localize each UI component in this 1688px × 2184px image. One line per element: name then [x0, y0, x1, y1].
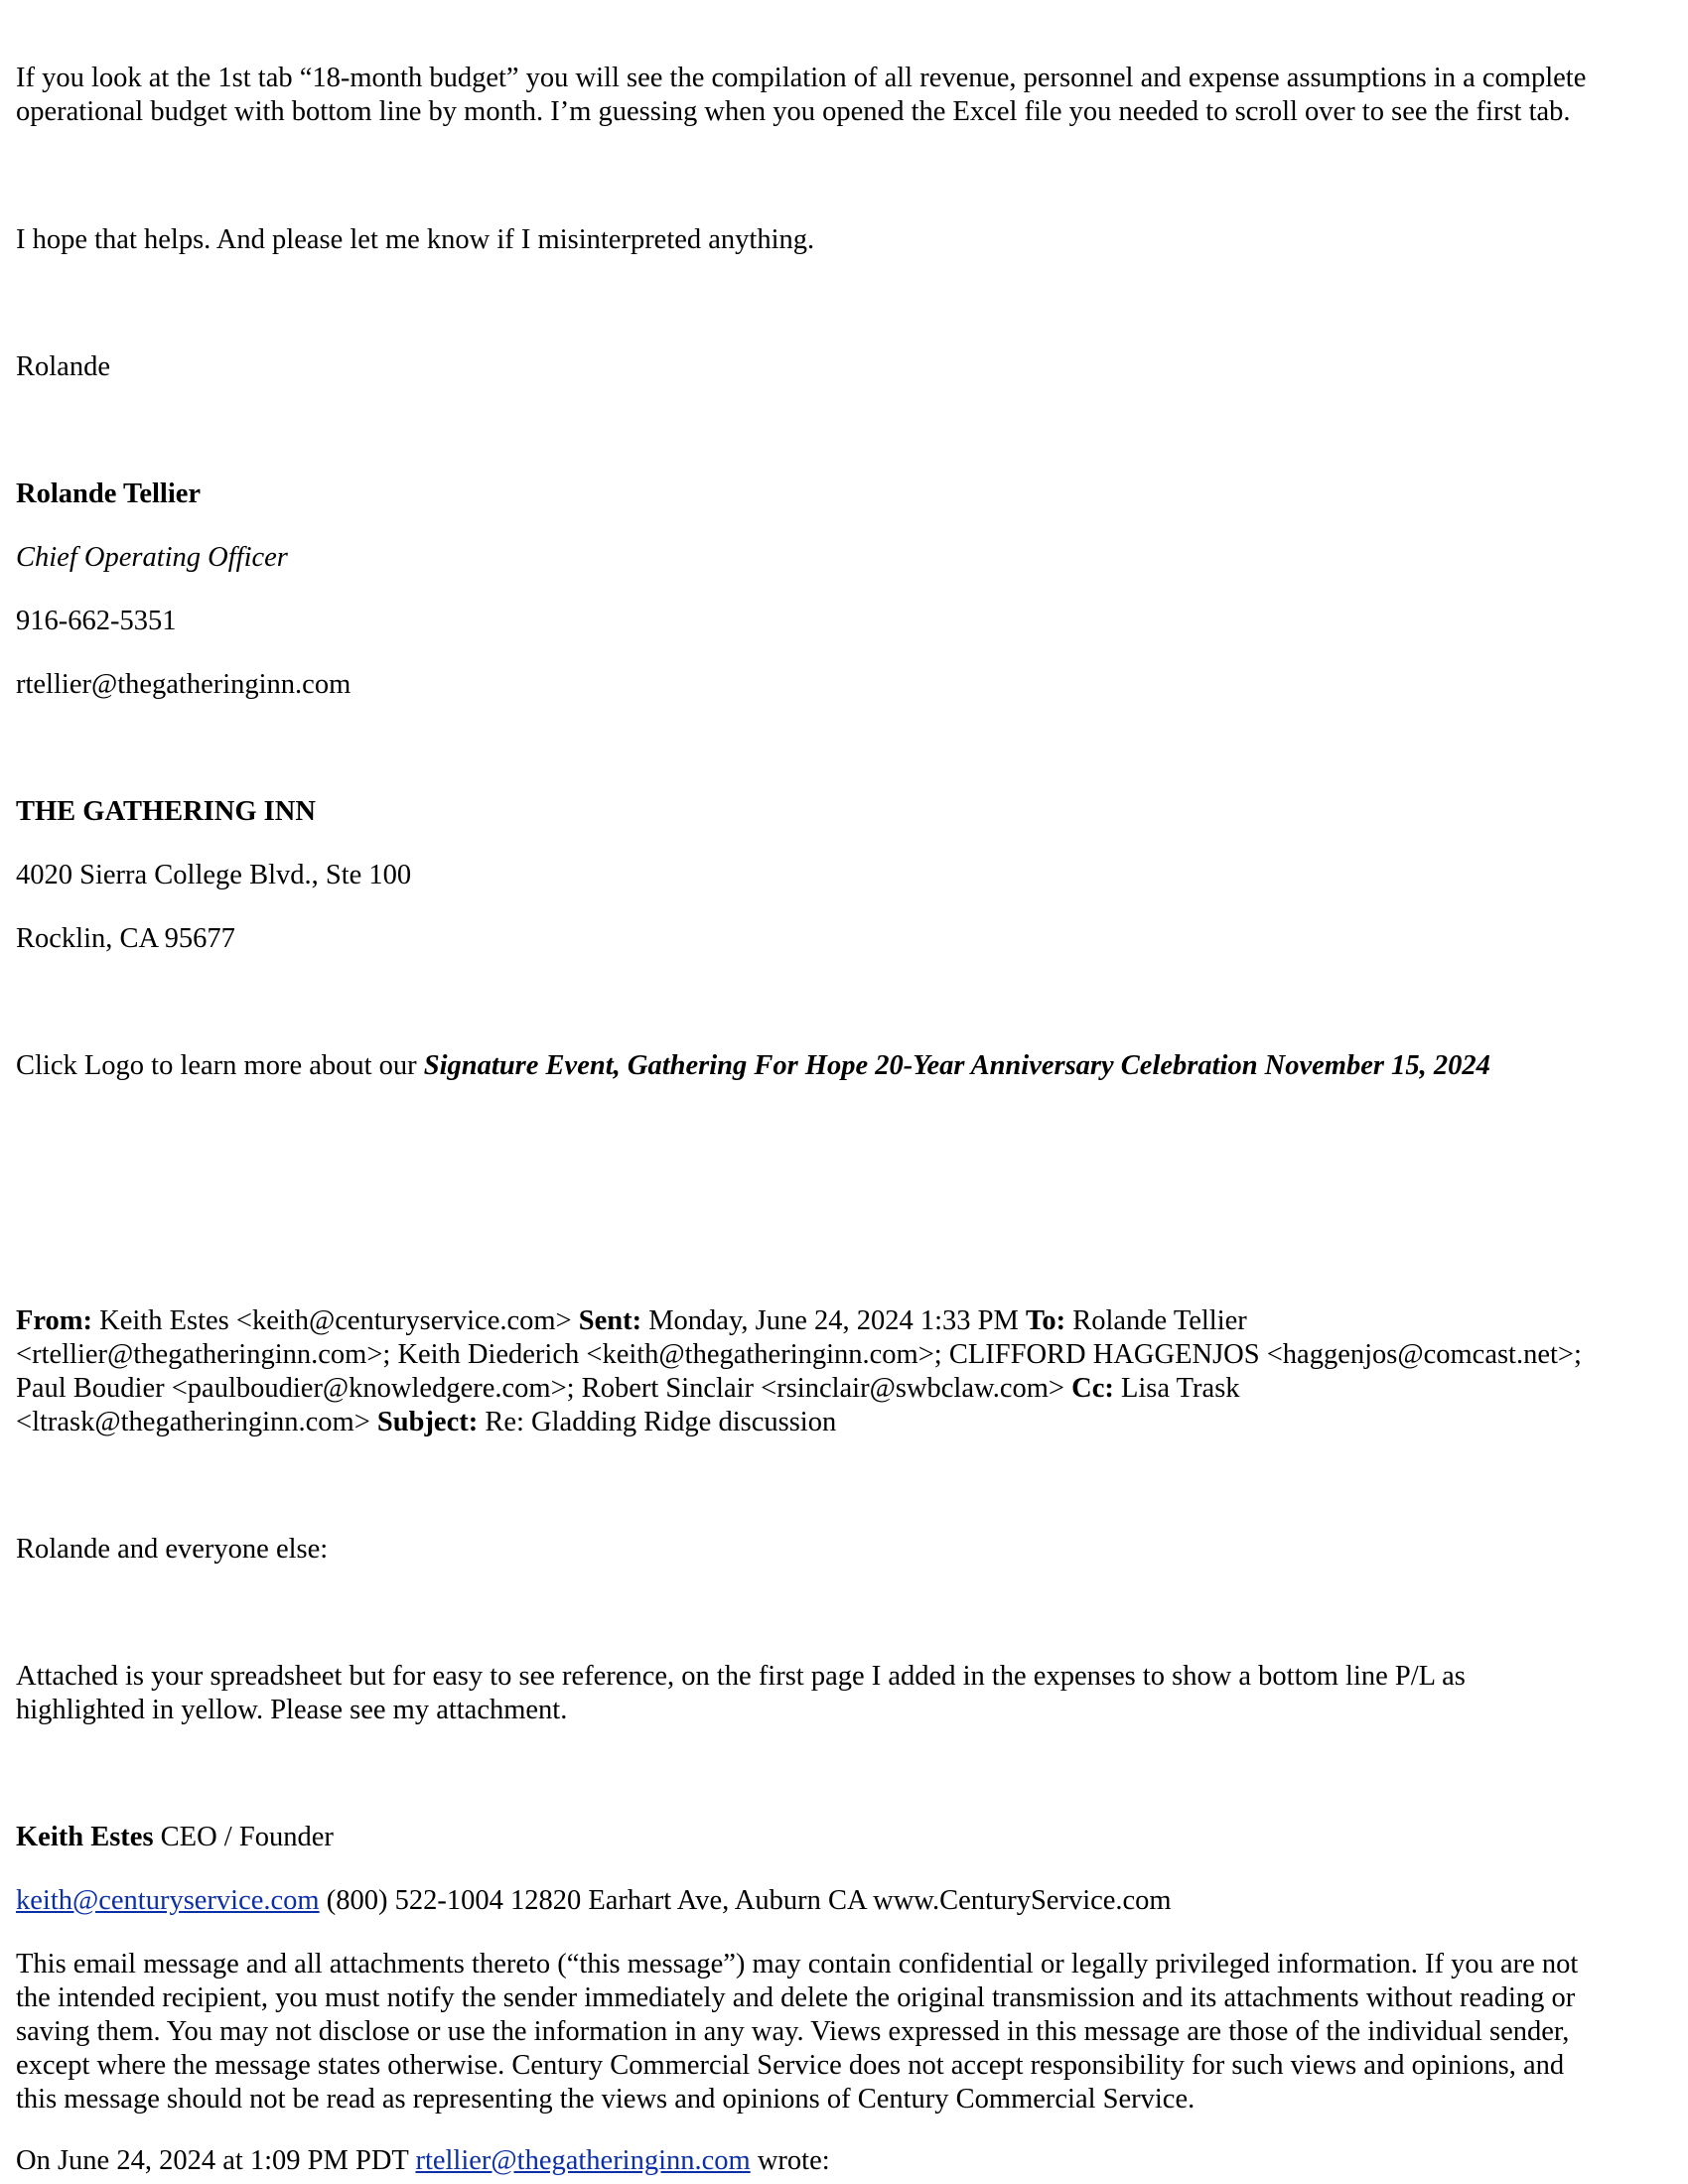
- sender-line: [16, 1821, 334, 1854]
- signature-name-text: Rolande Tellier: [16, 478, 202, 509]
- sent-value: Monday, June 24, 2024 1:33 PM: [641, 1305, 1026, 1336]
- signature-phone: 916-662-5351: [16, 606, 177, 636]
- subject-value: Re: Gladding Ridge discussion: [478, 1407, 837, 1437]
- cc-label: Cc:: [1071, 1373, 1114, 1404]
- helps-line: I hope that helps. And please let me know if I misinterpreted anything.: [16, 224, 815, 255]
- header-line2: <rtellier@thegatheringinn.com>; Keith Diederich <keith@thegatheringinn.com>; CLIFFORD HAGGENJOS <haggenjos@comcast.net>;: [16, 1339, 1582, 1370]
- signature-title-text: Chief Operating Officer: [16, 542, 288, 573]
- signature-title: [16, 541, 288, 575]
- signature-email: rtellier@thegatheringinn.com: [16, 669, 352, 700]
- budget-note-line2: operational budget with bottom line by month. I’m guessing when you opened the Excel file you needed to scroll over to see the first tab.: [16, 96, 1571, 127]
- disclaimer-line5: this message should not be read as representing the views and opinions of Century Commercial Service.: [16, 2084, 1196, 2115]
- disclaimer-line4: except where the message states otherwise. Century Commercial Service does not accept responsibility for such views and opinions, and: [16, 2050, 1565, 2081]
- body-line2: highlighted in yellow. Please see my attachment.: [16, 1695, 568, 1725]
- quote-prefix: On June 24, 2024 at 1:09 PM PDT: [16, 2145, 416, 2176]
- from-value: Keith Estes <keith@centuryservice.com>: [92, 1305, 579, 1336]
- header-line4: [16, 1406, 836, 1439]
- from-label: From:: [16, 1305, 93, 1336]
- sender-contact: (800) 522-1004 12820 Earhart Ave, Auburn CA www.CenturyService.com: [319, 1885, 1172, 1916]
- signature-org-text: THE GATHERING INN: [16, 796, 316, 827]
- to-value-line1: Rolande Tellier: [1065, 1305, 1247, 1336]
- sent-label: Sent:: [578, 1305, 642, 1336]
- header-line3: [16, 1372, 1240, 1406]
- signature-address1: 4020 Sierra College Blvd., Ste 100: [16, 860, 412, 890]
- cc-value-line3: Lisa Trask: [1113, 1373, 1240, 1404]
- disclaimer-line3: saving them. You may not disclose or use the information in any way. Views expressed in this message are those of the individual sender,: [16, 2016, 1570, 2047]
- sign-off: Rolande: [16, 351, 110, 382]
- to-label: To:: [1025, 1305, 1066, 1336]
- logo-prefix: Click Logo to learn more about our: [16, 1050, 424, 1081]
- quote-line: [16, 2144, 830, 2178]
- signature-address2: Rocklin, CA 95677: [16, 923, 235, 954]
- sender-name: Keith Estes: [16, 1822, 154, 1852]
- quote-email-link[interactable]: rtellier@thegatheringinn.com: [415, 2145, 751, 2176]
- signature-org: [16, 795, 316, 829]
- disclaimer-line1: This email message and all attachments thereto (“this message”) may contain confidential or legally privileged information. If you are not: [16, 1949, 1579, 1979]
- logo-line: [16, 1049, 1490, 1083]
- logo-event-link[interactable]: Signature Event, Gathering For Hope 20-Year Anniversary Celebration November 15, 2024: [423, 1050, 1490, 1081]
- to-value-line3: Paul Boudier <paulboudier@knowledgere.com>; Robert Sinclair <rsinclair@swbclaw.com>: [16, 1373, 1072, 1404]
- budget-note-line1: If you look at the 1st tab “18-month budget” you will see the compilation of all revenue, personnel and expense assumptions in a complete: [16, 63, 1587, 93]
- disclaimer-line2: the intended recipient, you must notify the sender immediately and delete the original transmission and its attachments without reading or: [16, 1982, 1576, 2013]
- quote-suffix: wrote:: [750, 2145, 830, 2176]
- signature-name: [16, 478, 201, 511]
- sender-title: CEO / Founder: [153, 1822, 334, 1852]
- subject-label: Subject:: [376, 1407, 479, 1437]
- header-line1: [16, 1304, 1247, 1338]
- body-line1: Attached is your spreadsheet but for easy to see reference, on the first page I added in the expenses to show a bottom line P/L as: [16, 1661, 1466, 1692]
- cc-value-line4: <ltrask@thegatheringinn.com>: [16, 1407, 377, 1437]
- greeting: Rolande and everyone else:: [16, 1534, 329, 1565]
- sender-email-link[interactable]: keith@centuryservice.com: [16, 1885, 320, 1916]
- sender-contact-line: [16, 1884, 1172, 1918]
